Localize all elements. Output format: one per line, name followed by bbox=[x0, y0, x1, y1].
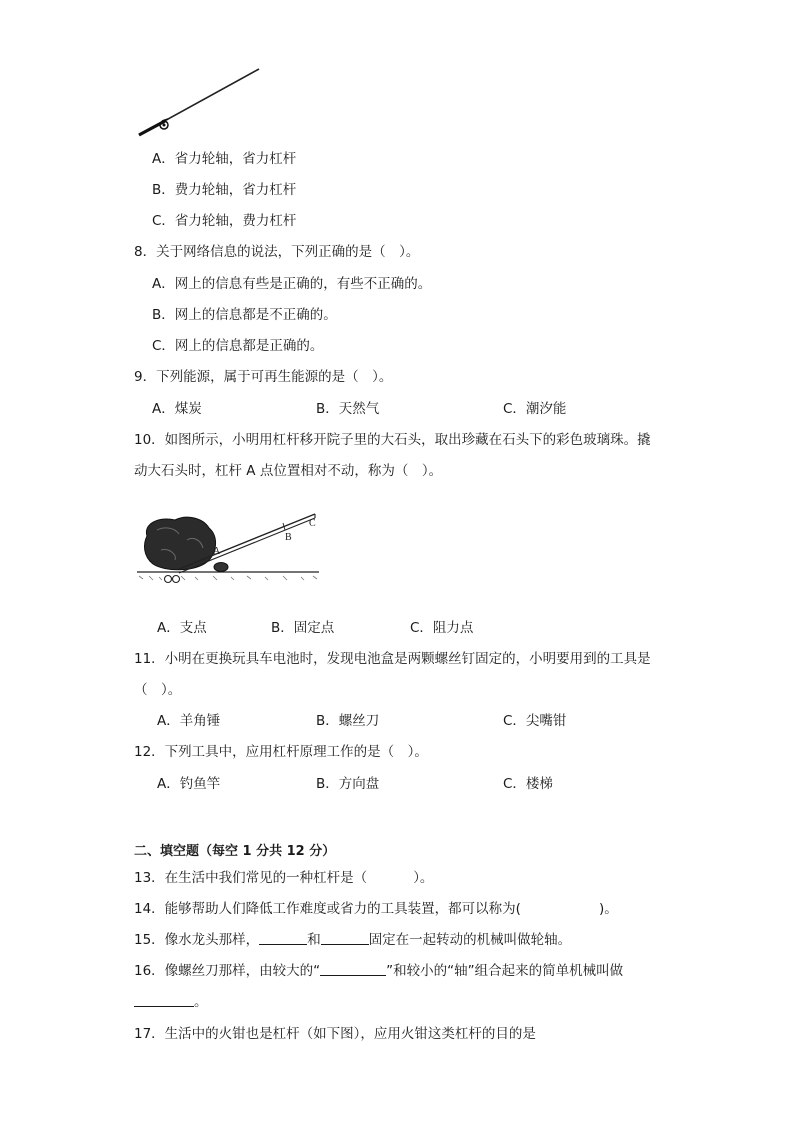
q11-stem-line1: 11．小明在更换玩具车电池时，发现电池盒是两颗螺丝钉固定的，小明要用到的工具是 bbox=[134, 651, 651, 667]
q14-text-after: )。 bbox=[598, 901, 618, 917]
q15-text-before: 15．像水龙头那样， bbox=[134, 932, 260, 948]
rock-shape bbox=[145, 517, 216, 570]
q17-stem: 17．生活中的火钳也是杠杆（如下图），应用火钳这类杠杆的目的是 bbox=[134, 1026, 536, 1042]
q13-text-after: ）。 bbox=[413, 870, 434, 886]
q14-text-before: 14．能够帮助人们降低工作难度或省力的工具装置，都可以称为( bbox=[134, 901, 521, 917]
section-title-fill-blank: 二、填空题（每空 1 分共 12 分） bbox=[134, 844, 336, 859]
q7-option-b[interactable]: B．费力轮轴，省力杠杆 bbox=[152, 182, 297, 198]
q8-option-a[interactable]: A．网上的信息有些是正确的，有些不正确的。 bbox=[152, 276, 432, 292]
q15-text-after: 固定在一起转动的机械叫做轮轴。 bbox=[368, 932, 572, 948]
q13-text-before: 13．在生活中我们常见的一种杠杆是（ bbox=[134, 870, 368, 886]
q9-option-b[interactable]: B．天然气 bbox=[316, 401, 380, 417]
fulcrum-stone bbox=[214, 563, 228, 572]
q15-text-mid: 和 bbox=[307, 932, 321, 948]
q14-line bbox=[134, 900, 618, 918]
q8-option-c[interactable]: C．网上的信息都是正确的。 bbox=[152, 338, 324, 354]
q12-option-b[interactable]: B．方向盘 bbox=[316, 776, 380, 792]
q16-blank-2[interactable] bbox=[134, 993, 194, 1007]
q15-blank-1[interactable] bbox=[259, 931, 307, 945]
point-a-label: A bbox=[213, 546, 221, 557]
q7-option-a[interactable]: A．省力轮轴，省力杠杆 bbox=[152, 151, 297, 167]
q12-stem: 12．下列工具中，应用杠杆原理工作的是（ ）。 bbox=[134, 744, 428, 760]
q16-text-end: 。 bbox=[194, 994, 208, 1010]
q11-stem-line2: （ ）。 bbox=[134, 682, 182, 698]
q10-option-b[interactable]: B．固定点 bbox=[271, 620, 335, 636]
q9-stem: 9．下列能源，属于可再生能源的是（ ）。 bbox=[134, 369, 393, 385]
q10-option-a[interactable]: A．支点 bbox=[157, 620, 207, 636]
q16-text-before: 16．像螺丝刀那样，由较大的“ bbox=[134, 963, 321, 979]
q10-stem-line1: 10．如图所示，小明用杠杆移开院子里的大石头，取出珍藏在石头下的彩色玻璃珠。撬 bbox=[134, 432, 651, 448]
q9-option-a[interactable]: A．煤炭 bbox=[152, 401, 202, 417]
point-b-label: B bbox=[285, 532, 292, 543]
q12-option-c[interactable]: C．楼梯 bbox=[503, 776, 553, 792]
q16-blank-1[interactable] bbox=[320, 962, 386, 976]
q11-option-a[interactable]: A．羊角锤 bbox=[157, 713, 221, 729]
q12-option-a[interactable]: A．钓鱼竿 bbox=[157, 776, 221, 792]
q9-option-c[interactable]: C．潮汐能 bbox=[503, 401, 567, 417]
point-c-label: C bbox=[309, 518, 316, 529]
fishing-rod-figure bbox=[135, 65, 265, 140]
q7-option-c[interactable]: C．省力轮轴，费力杠杆 bbox=[152, 213, 297, 229]
q10-option-c[interactable]: C．阻力点 bbox=[410, 620, 474, 636]
q15-line bbox=[134, 931, 571, 949]
q16-line2 bbox=[134, 993, 208, 1011]
q8-stem: 8．关于网络信息的说法，下列正确的是（ ）。 bbox=[134, 244, 420, 260]
q15-blank-2[interactable] bbox=[321, 931, 369, 945]
q11-option-c[interactable]: C．尖嘴钳 bbox=[503, 713, 567, 729]
q8-option-b[interactable]: B．网上的信息都是不正确的。 bbox=[152, 307, 337, 323]
q11-option-b[interactable]: B．螺丝刀 bbox=[316, 713, 380, 729]
lever-rock-figure bbox=[135, 510, 325, 592]
q10-stem-line2: 动大石头时，杠杆 A 点位置相对不动，称为（ ）。 bbox=[134, 463, 443, 479]
q13-line bbox=[134, 869, 433, 887]
q16-line bbox=[134, 962, 623, 980]
q16-text-after: ”和较小的“轴”组合起来的简单机械叫做 bbox=[386, 963, 624, 979]
